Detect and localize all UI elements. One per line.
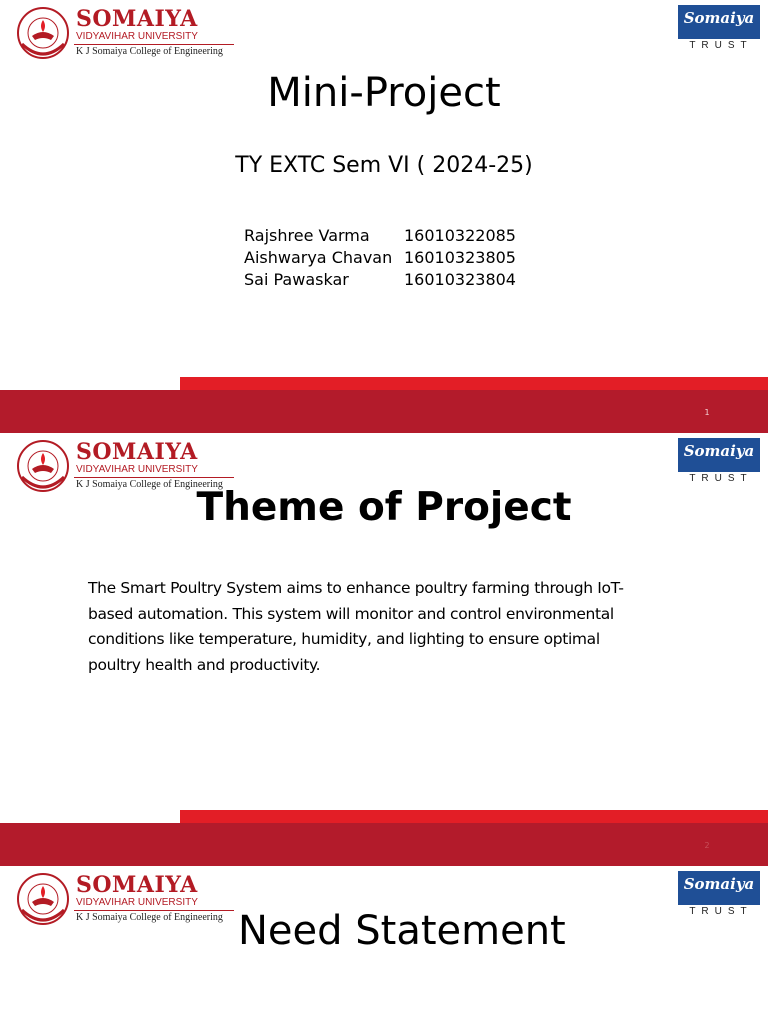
college-name: K J Somaiya College of Engineering: [76, 46, 223, 57]
footer-band: [0, 390, 768, 433]
footer-accent-bar: [180, 810, 768, 823]
member-name: Sai Pawaskar: [244, 270, 349, 289]
brand-subtitle: VIDYAVIHAR UNIVERSITY: [76, 464, 198, 475]
team-members: [244, 225, 534, 291]
footer-accent-bar: [180, 377, 768, 390]
brand-subtitle: VIDYAVIHAR UNIVERSITY: [76, 897, 198, 908]
brand-divider: [74, 44, 234, 45]
brand-name: SOMAIYA: [76, 439, 198, 465]
member-row: [244, 247, 534, 269]
trust-logo: [678, 438, 760, 486]
brand-name: SOMAIYA: [76, 6, 198, 32]
seal-icon: [16, 872, 70, 926]
slide-2: [0, 433, 768, 866]
member-name: Rajshree Varma: [244, 226, 370, 245]
member-id: 16010323805: [404, 248, 516, 267]
college-name: K J Somaiya College of Engineering: [76, 912, 223, 923]
slide-number: 1: [704, 408, 710, 417]
trust-logo: [678, 871, 760, 919]
slide-number: 2: [704, 841, 710, 850]
theme-description: The Smart Poultry System aims to enhance poultry farming through IoT-based automation. This system will monitor and control environmental conditions like temperature, humidity, and lighting to ensure optimal poultry health and productivity.: [88, 579, 624, 674]
trust-label: TRUST: [689, 906, 753, 917]
somaiya-logo: [10, 4, 250, 60]
slide-1: [0, 0, 768, 433]
slide-title: Theme of Project: [196, 485, 572, 530]
trust-logo-box: [678, 871, 760, 905]
college-name: K J Somaiya College of Engineering: [76, 479, 223, 490]
slide-3: [0, 866, 768, 1024]
member-id: 16010323804: [404, 270, 516, 289]
slide-subtitle: TY EXTC Sem VI ( 2024-25): [235, 153, 533, 178]
member-row: [244, 225, 534, 247]
somaiya-logo: [10, 870, 250, 926]
trust-script: Somaiya: [683, 9, 755, 27]
trust-script: Somaiya: [683, 875, 755, 893]
brand-divider: [74, 477, 234, 478]
trust-script: Somaiya: [683, 442, 755, 460]
trust-label: TRUST: [689, 40, 753, 51]
footer-band: [0, 823, 768, 866]
slide-title: Need Statement: [238, 908, 566, 954]
trust-logo-box: [678, 5, 760, 39]
trust-logo-box: [678, 438, 760, 472]
seal-icon: [16, 6, 70, 60]
trust-logo: [678, 5, 760, 53]
slide-title: Mini-Project: [267, 70, 501, 116]
member-name: Aishwarya Chavan: [244, 248, 393, 267]
brand-subtitle: VIDYAVIHAR UNIVERSITY: [76, 31, 198, 42]
member-row: [244, 269, 534, 291]
member-id: 16010322085: [404, 226, 516, 245]
trust-label: TRUST: [689, 473, 753, 484]
brand-divider: [74, 910, 234, 911]
brand-name: SOMAIYA: [76, 872, 198, 898]
